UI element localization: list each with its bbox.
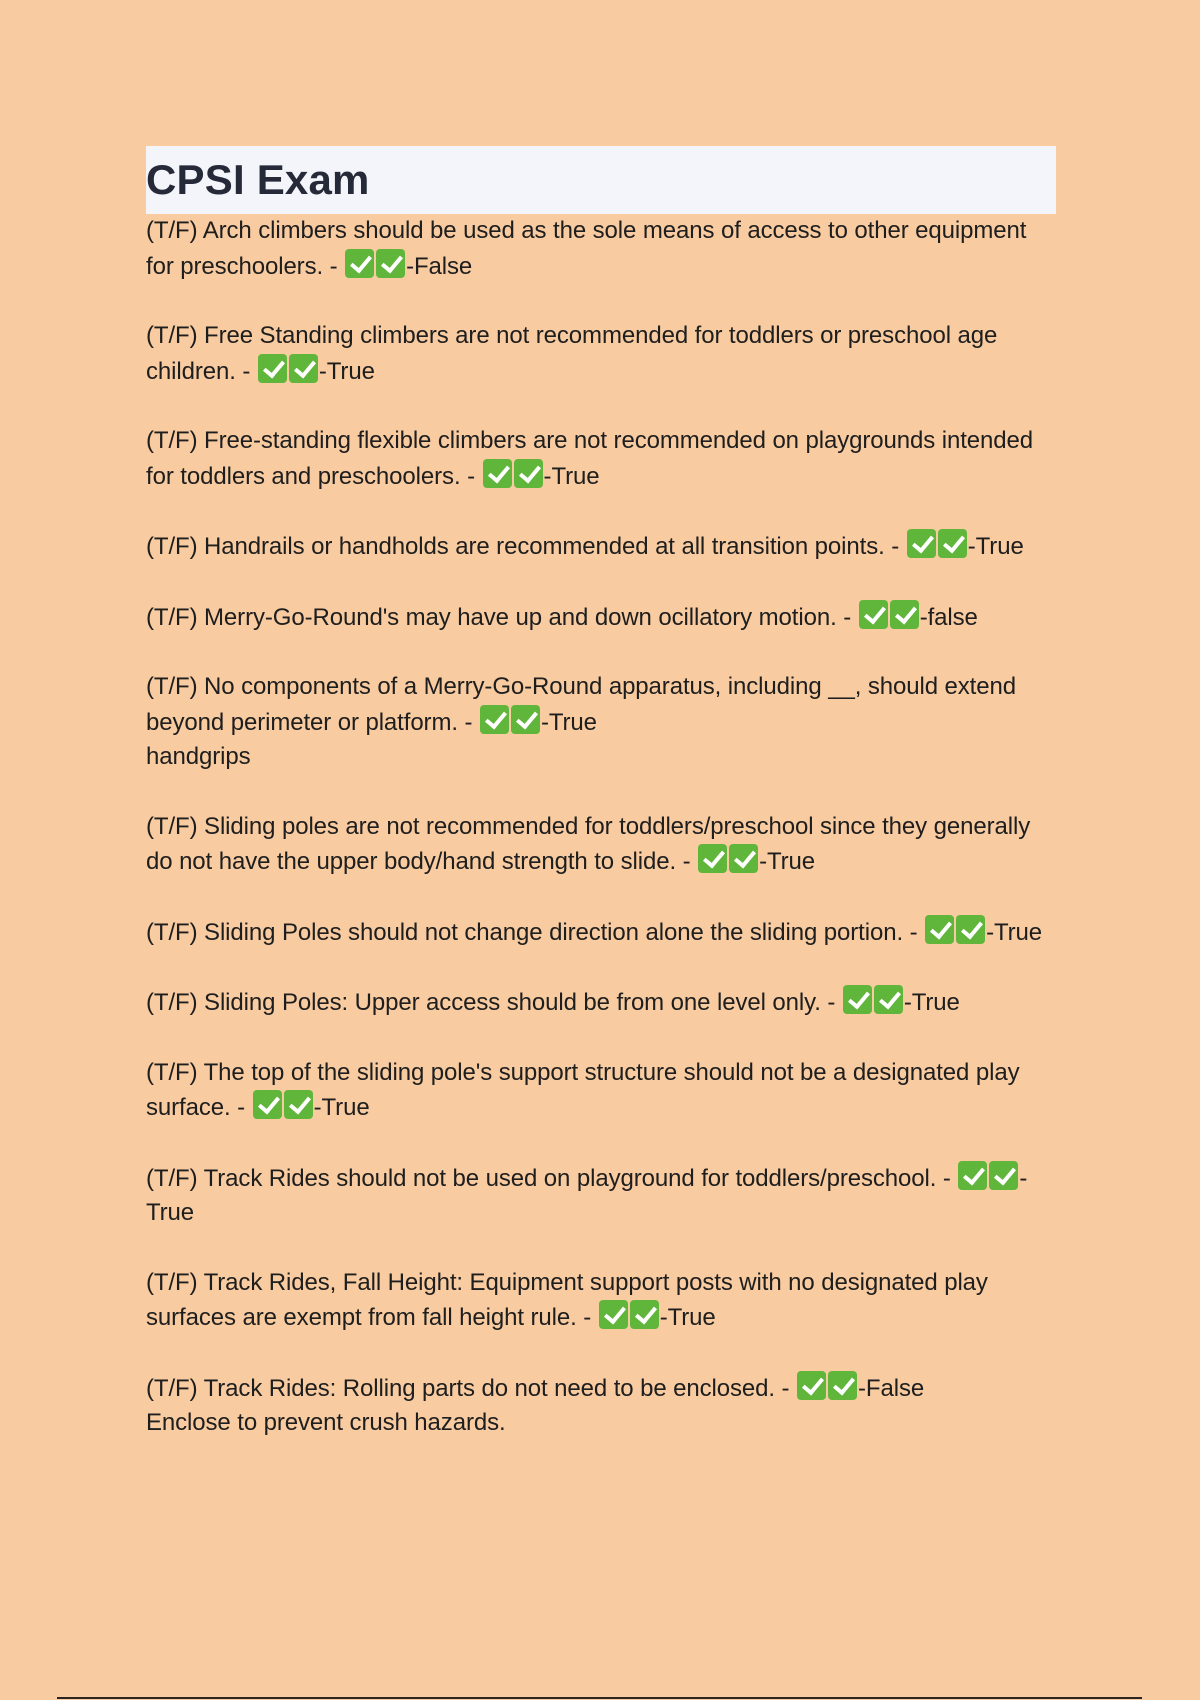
answer-marker <box>843 985 903 1014</box>
question-text: (T/F) Track Rides: Rolling parts do not need to be enclosed. <box>146 1374 775 1402</box>
question-item <box>146 1161 1056 1231</box>
answer-dash: - <box>903 989 912 1016</box>
check-mark-icon <box>859 600 888 629</box>
answer-dash: - <box>967 533 976 560</box>
separator: - <box>903 918 925 946</box>
answer-dash: - <box>318 357 327 385</box>
check-mark-icon <box>599 1300 628 1329</box>
answer-text: True <box>548 708 597 736</box>
separator: - <box>774 1374 797 1402</box>
check-mark-icon <box>514 459 543 488</box>
check-mark-icon <box>925 915 954 944</box>
question-item <box>146 424 1056 494</box>
check-mark-icon <box>698 844 727 873</box>
document-title: CPSI Exam <box>146 156 370 203</box>
answer-text: True <box>767 848 816 875</box>
check-mark-icon <box>907 529 936 558</box>
answer-marker <box>599 1300 659 1329</box>
answer-note: Enclose to prevent crush hazards. <box>146 1409 506 1436</box>
check-mark-icon <box>828 1371 857 1400</box>
answer-marker <box>698 844 758 873</box>
check-mark-icon <box>989 1161 1018 1190</box>
check-mark-icon <box>874 985 903 1014</box>
question-item <box>146 985 1056 1021</box>
separator: - <box>884 533 906 560</box>
question-item <box>146 214 1056 284</box>
check-mark-icon <box>956 915 985 944</box>
answer-text: False <box>865 1374 925 1402</box>
question-text: (T/F) Track Rides should not be used on playground for toddlers/preschool. <box>146 1164 937 1192</box>
answer-marker <box>958 1161 1018 1190</box>
answer-marker <box>258 354 318 383</box>
answer-marker <box>859 600 919 629</box>
answer-dash: - <box>659 1304 668 1331</box>
check-mark-icon <box>729 844 758 873</box>
separator: - <box>235 357 257 385</box>
check-mark-icon <box>958 1161 987 1190</box>
answer-marker <box>483 459 543 488</box>
check-mark-icon <box>511 705 540 734</box>
separator: - <box>323 252 345 280</box>
answer-text: True <box>326 357 375 385</box>
answer-marker <box>345 249 405 278</box>
question-text: (T/F) Merry-Go-Round's may have up and down ocillatory motion. <box>146 603 837 631</box>
check-mark-icon <box>376 249 405 278</box>
answer-text: false <box>927 603 978 631</box>
question-item <box>146 529 1056 565</box>
answer-dash: - <box>540 708 549 736</box>
answer-dash: - <box>313 1094 322 1121</box>
question-text: (T/F) Handrails or handholds are recommended at all transition points. <box>146 533 885 560</box>
check-mark-icon <box>938 529 967 558</box>
question-text: (T/F) Track Rides, Fall Height: Equipment support posts with no designated play surfaces are exempt from fall height rule. <box>146 1268 988 1331</box>
answer-dash: - <box>858 1374 866 1402</box>
answer-dash: - <box>919 603 928 631</box>
question-text: (T/F) No components of a Merry-Go-Round apparatus, including __, should extend beyond perimeter or platform. <box>146 673 1016 736</box>
question-item <box>146 319 1056 389</box>
question-item <box>146 1266 1056 1336</box>
answer-text: True <box>911 989 960 1016</box>
separator: - <box>457 708 479 736</box>
separator: - <box>576 1304 598 1331</box>
question-text: (T/F) Free-standing flexible climbers are not recommended on playgrounds intended for toddlers and preschoolers. <box>146 427 1034 490</box>
check-mark-icon <box>345 249 374 278</box>
answer-marker <box>925 915 985 944</box>
question-text: (T/F) Sliding Poles: Upper access should be from one level only. <box>146 989 821 1016</box>
separator: - <box>230 1094 252 1121</box>
answer-text: True <box>146 1199 195 1226</box>
answer-note: handgrips <box>146 743 251 770</box>
question-text: (T/F) Free Standing climbers are not recommended for toddlers or preschool age children. <box>146 322 998 385</box>
check-mark-icon <box>843 985 872 1014</box>
check-mark-icon <box>284 1090 313 1119</box>
answer-dash: - <box>759 848 767 875</box>
answer-dash: - <box>543 462 552 490</box>
document-page <box>146 146 1056 1476</box>
page-bottom-divider <box>57 1697 1142 1699</box>
question-text: (T/F) Sliding poles are not recommended for toddlers/preschool since they generally do not have the upper body/hand strength to slide. <box>146 812 1031 875</box>
separator: - <box>936 1164 958 1192</box>
title-banner <box>146 146 1056 214</box>
answer-text: True <box>667 1304 716 1331</box>
question-text: (T/F) The top of the sliding pole's support structure should not be a designated play surface. <box>146 1058 1020 1121</box>
answer-marker <box>797 1371 857 1400</box>
check-mark-icon <box>258 354 287 383</box>
check-mark-icon <box>890 600 919 629</box>
question-item <box>146 1056 1056 1126</box>
question-item <box>146 670 1056 775</box>
answer-dash: - <box>986 918 994 946</box>
check-mark-icon <box>797 1371 826 1400</box>
question-item <box>146 810 1056 880</box>
separator: - <box>460 462 482 490</box>
answer-text: True <box>551 462 600 490</box>
check-mark-icon <box>480 705 509 734</box>
answer-dash: - <box>1019 1164 1028 1192</box>
question-text: (T/F) Sliding Poles should not change direction alone the sliding portion. <box>146 918 904 946</box>
answer-dash: - <box>406 252 414 280</box>
question-item <box>146 915 1056 951</box>
answer-marker <box>480 705 540 734</box>
answer-text: True <box>994 918 1043 946</box>
separator: - <box>676 848 698 875</box>
answer-marker <box>907 529 967 558</box>
answer-text: True <box>321 1094 370 1121</box>
question-item <box>146 600 1056 636</box>
answer-marker <box>253 1090 313 1119</box>
question-list <box>146 214 1056 1441</box>
check-mark-icon <box>289 354 318 383</box>
question-item <box>146 1371 1056 1441</box>
question-text: (T/F) Arch climbers should be used as the sole means of access to other equipment for preschoolers. <box>146 217 1027 280</box>
check-mark-icon <box>630 1300 659 1329</box>
separator: - <box>820 989 842 1016</box>
check-mark-icon <box>483 459 512 488</box>
check-mark-icon <box>253 1090 282 1119</box>
answer-text: False <box>413 252 473 280</box>
separator: - <box>836 603 858 631</box>
answer-text: True <box>975 533 1024 560</box>
